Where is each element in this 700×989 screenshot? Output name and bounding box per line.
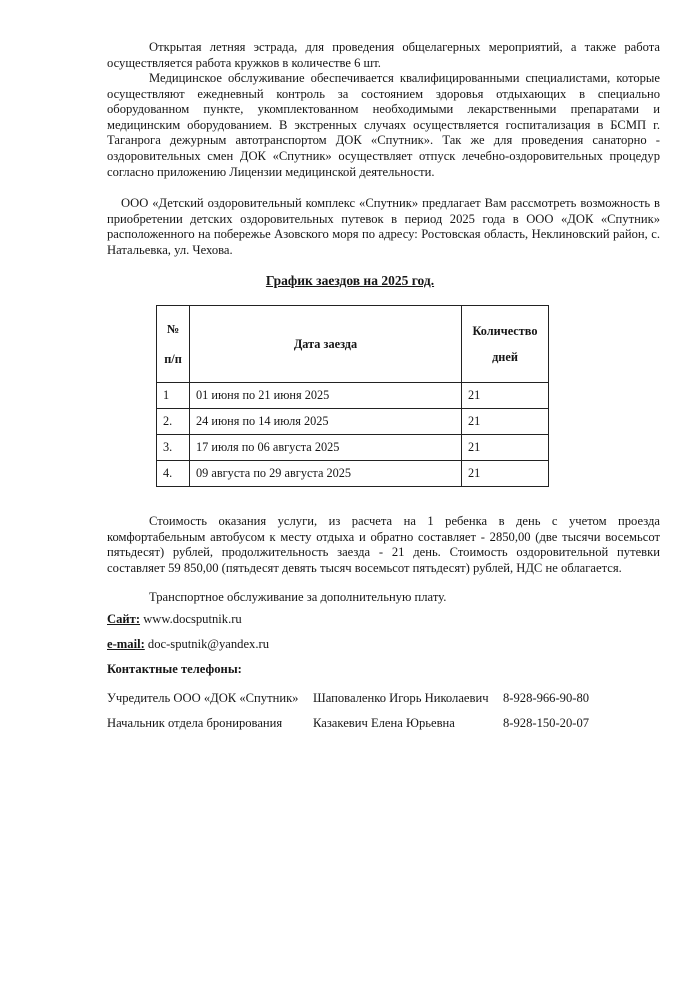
contact-phone: 8-928-150-20-07	[503, 716, 590, 730]
row-date: 01 июня по 21 июня 2025	[190, 383, 462, 409]
paragraph-stage: Открытая летняя эстрада, для проведения общелагерных мероприятий, а также работа осуществляется работа кружков в количестве 6 шт.	[107, 40, 660, 70]
row-num: 1	[157, 383, 190, 409]
row-date: 24 июня по 14 июля 2025	[190, 409, 462, 435]
contact-name: Казакевич Елена Юрьевна	[313, 716, 455, 730]
header-num: № п/п	[157, 306, 190, 383]
contact-name: Шаповаленко Игорь Николаевич	[313, 691, 489, 705]
site-link[interactable]: www.docsputnik.ru	[143, 612, 242, 626]
contacts-heading: Контактные телефоны:	[107, 662, 242, 676]
row-num: 4.	[157, 461, 190, 487]
schedule-table	[156, 305, 549, 487]
table-header-row	[157, 306, 549, 383]
paragraph-offer: ООО «Детский оздоровительный комплекс «Спутник» предлагает Вам рассмотреть возможность в приобретении детских оздоровительных путевок в период 2025 года в ООО «ДОК «Спутник» расположенного на побережье Азовского моря по адресу: Ростовская область, Неклиновский район, с. Натальевка, ул. Чехова.	[107, 196, 660, 257]
table-row	[157, 409, 549, 435]
contact-row	[107, 691, 667, 707]
header-days: Количество дней	[462, 306, 549, 383]
site-line	[107, 612, 242, 627]
site-label: Сайт:	[107, 612, 141, 626]
table-row	[157, 435, 549, 461]
row-days: 21	[462, 461, 549, 487]
row-date: 09 августа по 29 августа 2025	[190, 461, 462, 487]
row-days: 21	[462, 435, 549, 461]
table-row	[157, 461, 549, 487]
schedule-title: График заездов на 2025 год.	[265, 273, 435, 288]
paragraph-medical: Медицинское обслуживание обеспечивается квалифицированными специалистами, которые осуществляют ежедневный контроль за состоянием здоровья отдыхающих в специально оборудованном пункте, укомплектованном необходимыми лекарственными препаратами и медицинским оборудованием. В экстренных случаях осуществляется госпитализация в БСМП г. Таганрога дежурным автотранспортом ДОК «Спутник». Так же для проведения санаторно - оздоровительных смен ДОК «Спутник» осуществляет отпуск лечебно-оздоровительных процедур согласно приложению Лицензии медицинской деятельности.	[107, 71, 660, 179]
row-days: 21	[462, 409, 549, 435]
header-date: Дата заезда	[190, 306, 462, 383]
contact-phone: 8-928-966-90-80	[503, 691, 590, 705]
row-num: 2.	[157, 409, 190, 435]
email-link[interactable]: doc-sputnik@yandex.ru	[147, 637, 269, 651]
row-date: 17 июля по 06 августа 2025	[190, 435, 462, 461]
contact-row	[107, 716, 667, 732]
email-line	[107, 637, 269, 652]
paragraph-price: Стоимость оказания услуги, из расчета на 1 ребенка в день с учетом проезда комфортабельным автобусом к месту отдыха и обратно составляет - 2850,00 (две тысячи восемьсот пятьдесят) рублей, продолжительность заезда - 21 день. Стоимость оздоровительной путевки составляет 59 850,00 (пятьдесят девять тысяч восемьсот пятьдесят) рублей, НДС не облагается.	[107, 514, 660, 575]
row-days: 21	[462, 383, 549, 409]
email-label: e-mail:	[107, 637, 145, 651]
table-row	[157, 383, 549, 409]
paragraph-transport: Транспортное обслуживание за дополнительную плату.	[149, 590, 447, 604]
contact-role: Учредитель ООО «ДОК «Спутник»	[107, 691, 299, 705]
row-num: 3.	[157, 435, 190, 461]
contact-role: Начальник отдела бронирования	[107, 716, 283, 730]
